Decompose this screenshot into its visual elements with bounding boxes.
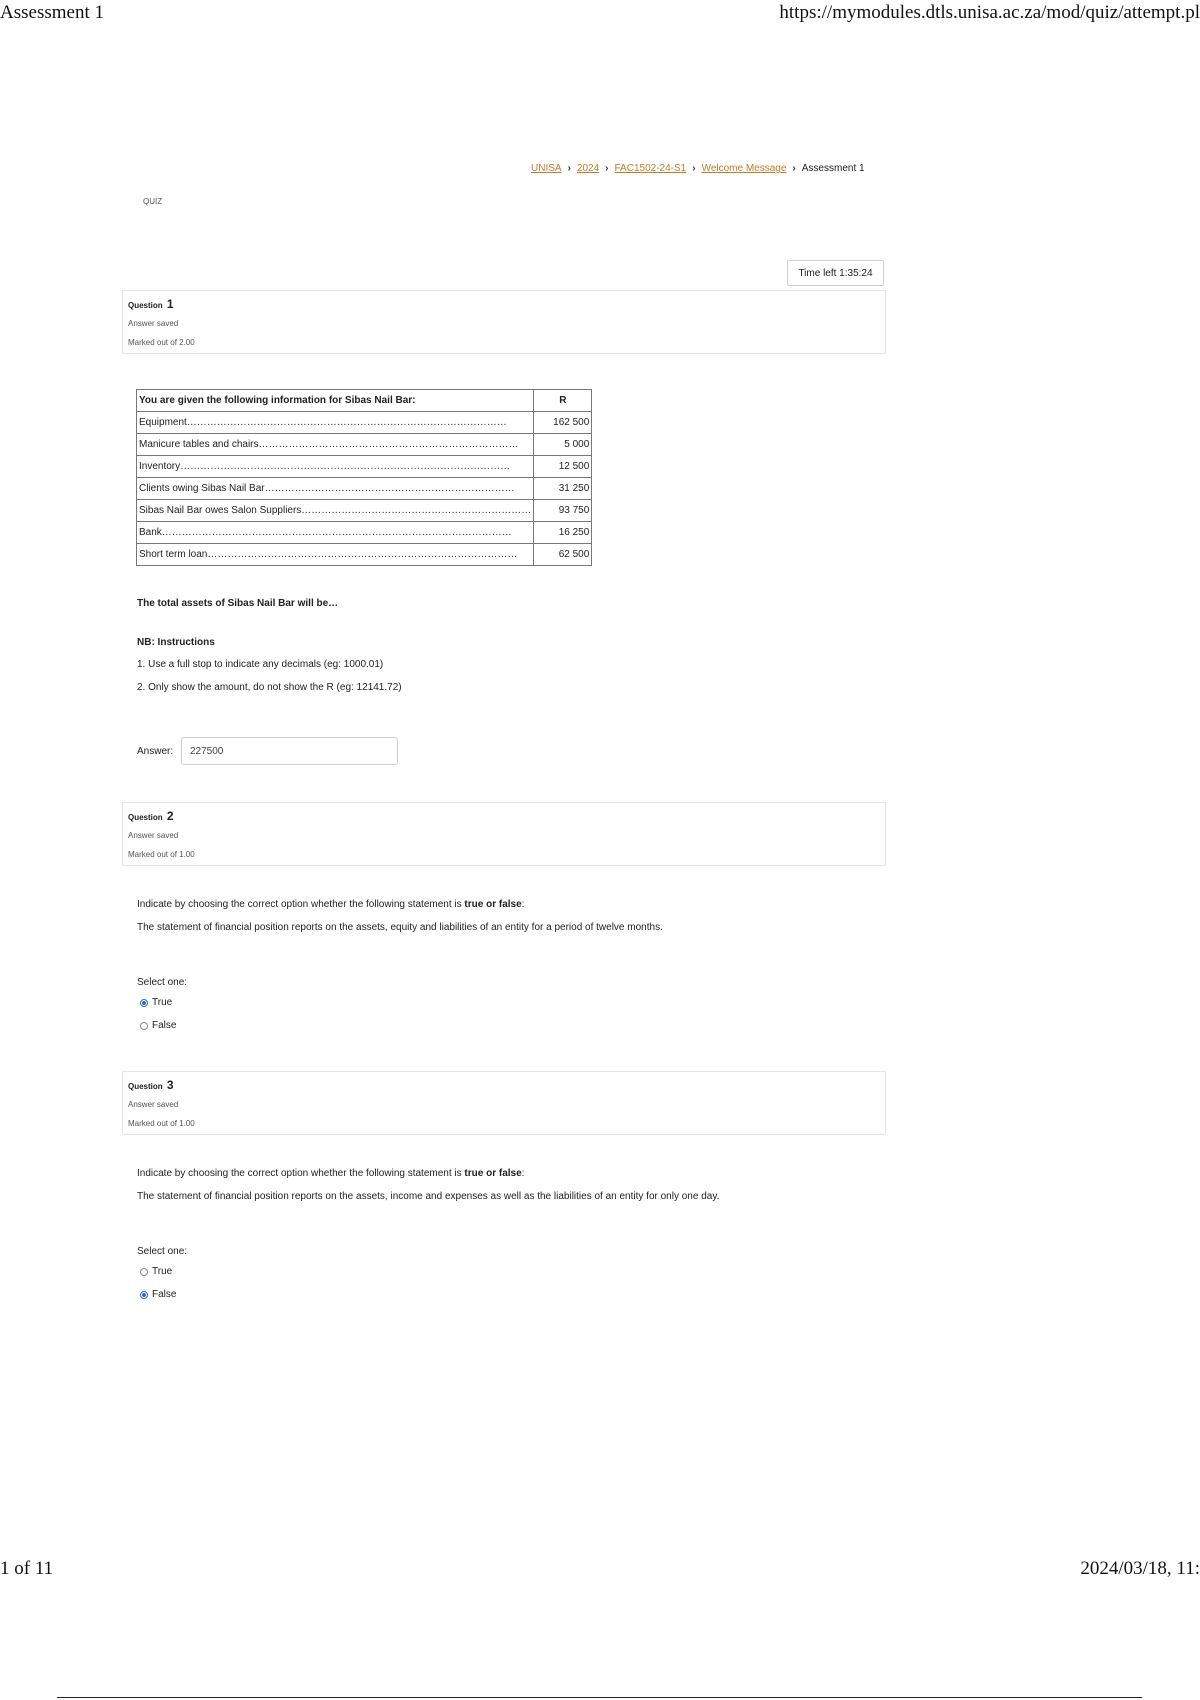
radio-checked-icon[interactable] bbox=[140, 1291, 148, 1299]
question-mark: Marked out of 1.00 bbox=[128, 850, 195, 859]
question-number-value: 2 bbox=[166, 809, 174, 823]
select-one-label: Select one: bbox=[137, 977, 188, 988]
question-1-info bbox=[122, 290, 886, 354]
table-cell-label: Sibas Nail Bar owes Salon Suppliers…………………………………………………………… bbox=[137, 500, 534, 522]
table-cell-label: Short term loan………………………………………………………………………………… bbox=[137, 544, 534, 566]
question-label: Question bbox=[128, 1082, 163, 1091]
breadcrumb bbox=[531, 163, 865, 174]
question-number bbox=[128, 1078, 174, 1092]
breadcrumb-current: Assessment 1 bbox=[801, 163, 865, 174]
breadcrumb-link-course[interactable]: FAC1502-24-S1 bbox=[614, 163, 687, 174]
table-row bbox=[137, 522, 592, 544]
breadcrumb-separator-icon: › bbox=[692, 163, 696, 174]
print-header-url: https://mymodules.dtls.unisa.ac.za/mod/quiz/attempt.pl bbox=[779, 2, 1200, 23]
table-row bbox=[137, 544, 592, 566]
table-row bbox=[137, 478, 592, 500]
table-row bbox=[137, 500, 592, 522]
select-one-label: Select one: bbox=[137, 1246, 188, 1257]
table-row bbox=[137, 434, 592, 456]
page-subtitle: QUIZ bbox=[143, 197, 163, 206]
table-cell-value: 62 500 bbox=[534, 544, 592, 566]
question-number bbox=[128, 297, 174, 311]
instruction-text: Indicate by choosing the correct option whether the following statement is bbox=[137, 899, 465, 910]
table-row bbox=[137, 412, 592, 434]
table-cell-value: 5 000 bbox=[534, 434, 592, 456]
sibas-info-table bbox=[136, 389, 592, 566]
table-row bbox=[137, 456, 592, 478]
question-label: Question bbox=[128, 813, 163, 822]
option-true[interactable] bbox=[140, 997, 172, 1008]
question-number bbox=[128, 809, 174, 823]
option-label: False bbox=[152, 1289, 177, 1300]
breadcrumb-separator-icon: › bbox=[567, 163, 571, 174]
print-header bbox=[0, 2, 1200, 26]
question-3-info bbox=[122, 1071, 886, 1135]
page-divider bbox=[57, 1697, 1142, 1698]
breadcrumb-separator-icon: › bbox=[792, 163, 796, 174]
question-2-info bbox=[122, 802, 886, 866]
table-cell-value: 162 500 bbox=[534, 412, 592, 434]
question-statement: The statement of financial position reports on the assets, income and expenses as well as the liabilities of an entity for only one day. bbox=[137, 1191, 720, 1202]
print-header-title: Assessment 1 bbox=[0, 2, 104, 23]
answer-label: Answer: bbox=[137, 746, 174, 757]
question-mark: Marked out of 1.00 bbox=[128, 1119, 195, 1128]
option-label: True bbox=[152, 997, 173, 1008]
table-header-currency: R bbox=[534, 390, 592, 412]
table-cell-label: Manicure tables and chairs…………………………………………………………………… bbox=[137, 434, 534, 456]
option-label: True bbox=[152, 1266, 173, 1277]
table-cell-value: 12 500 bbox=[534, 456, 592, 478]
print-footer bbox=[0, 1558, 1200, 1582]
instruction-item: 1. Use a full stop to indicate any decimals (eg: 1000.01) bbox=[137, 659, 384, 670]
quiz-timer: Time left 1:35:24 bbox=[787, 260, 884, 286]
table-cell-label: Inventory……………………………………………………………………………………… bbox=[137, 456, 534, 478]
print-footer-datetime: 2024/03/18, 11: bbox=[1080, 1558, 1200, 1579]
question-state: Answer saved bbox=[128, 319, 179, 328]
question-instruction bbox=[137, 1168, 524, 1179]
breadcrumb-link-welcome[interactable]: Welcome Message bbox=[701, 163, 787, 174]
instruction-text: Indicate by choosing the correct option whether the following statement is bbox=[137, 1168, 465, 1179]
table-cell-label: Equipment…………………………………………………………………………………… bbox=[137, 412, 534, 434]
instruction-emphasis: true or false bbox=[464, 1168, 522, 1179]
breadcrumb-link-unisa[interactable]: UNISA bbox=[531, 163, 562, 174]
instructions-title: NB: Instructions bbox=[137, 637, 215, 648]
breadcrumb-link-year[interactable]: 2024 bbox=[576, 163, 600, 174]
question-statement: The statement of financial position reports on the assets, equity and liabilities of an entity for a period of twelve months. bbox=[137, 922, 663, 933]
option-label: False bbox=[152, 1020, 177, 1031]
instruction-suffix: : bbox=[521, 899, 525, 910]
radio-unchecked-icon[interactable] bbox=[140, 1268, 148, 1276]
question-state: Answer saved bbox=[128, 831, 179, 840]
question-state: Answer saved bbox=[128, 1100, 179, 1109]
instruction-item: 2. Only show the amount, do not show the R (eg: 12141.72) bbox=[137, 682, 402, 693]
option-false[interactable] bbox=[140, 1020, 176, 1031]
question-instruction bbox=[137, 899, 524, 910]
table-cell-value: 16 250 bbox=[534, 522, 592, 544]
question-mark: Marked out of 2.00 bbox=[128, 338, 195, 347]
table-cell-value: 31 250 bbox=[534, 478, 592, 500]
table-cell-label: Bank…………………………………………………………………………………………… bbox=[137, 522, 534, 544]
instruction-emphasis: true or false bbox=[464, 899, 522, 910]
print-footer-page: 1 of 11 bbox=[0, 1558, 54, 1579]
breadcrumb-separator-icon: › bbox=[605, 163, 609, 174]
answer-input[interactable] bbox=[181, 737, 398, 765]
table-header-row bbox=[137, 390, 592, 412]
question-number-value: 1 bbox=[166, 297, 174, 311]
question-prompt: The total assets of Sibas Nail Bar will be… bbox=[137, 598, 339, 609]
option-false[interactable] bbox=[140, 1289, 176, 1300]
instruction-suffix: : bbox=[521, 1168, 525, 1179]
question-label: Question bbox=[128, 301, 163, 310]
radio-unchecked-icon[interactable] bbox=[140, 1022, 148, 1030]
table-cell-value: 93 750 bbox=[534, 500, 592, 522]
table-cell-label: Clients owing Sibas Nail Bar………………………………………………………………… bbox=[137, 478, 534, 500]
radio-checked-icon[interactable] bbox=[140, 999, 148, 1007]
option-true[interactable] bbox=[140, 1266, 172, 1277]
question-number-value: 3 bbox=[166, 1078, 174, 1092]
table-header-label: You are given the following information for Sibas Nail Bar: bbox=[137, 390, 534, 412]
